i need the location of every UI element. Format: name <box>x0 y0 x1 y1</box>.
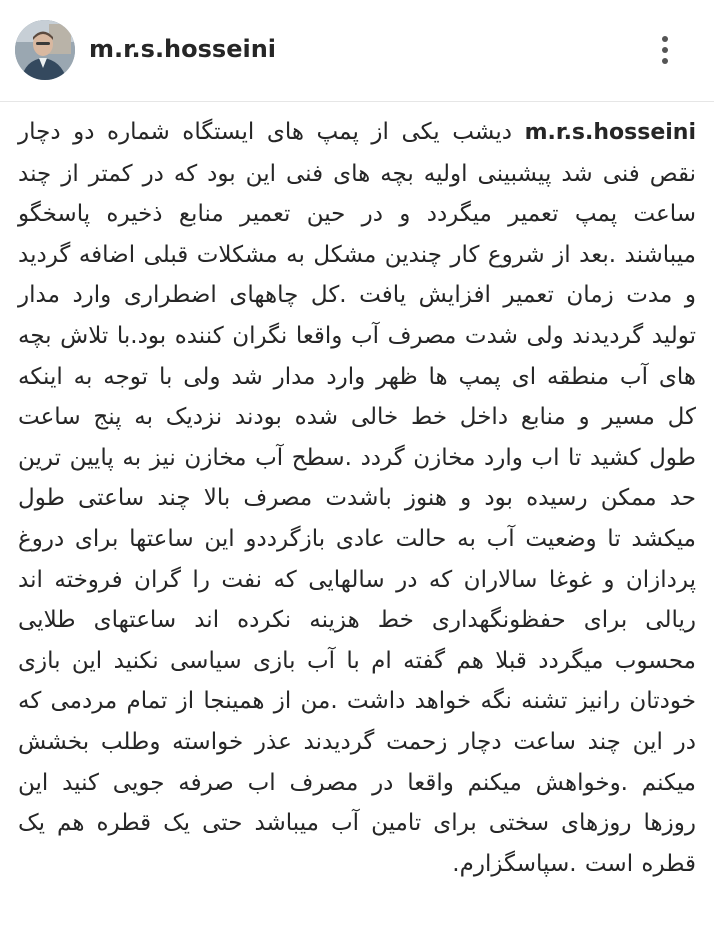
caption-author-link[interactable]: m.r.s.hosseini <box>524 120 697 145</box>
avatar[interactable] <box>15 20 75 80</box>
more-options-icon <box>650 30 680 70</box>
post-header <box>0 0 714 102</box>
caption-text: دیشب یکی از پمپ های ایستگاه شماره دو دچار نقص فنی شد پیشبینی اولیه بچه های فنی این بود که در کمتر از چند ساعت پمپ تعمیر میگردد و در حین تعمیر منابع ذخیره پاسخگو میباشند .بعد از شروع کار چندین مشکل به مشکلات قبلی اضافه گردید و مدت زمان تعمیر افزایش یافت .کل چاههای اضطراری وارد مدار تولید گردیدند ولی شدت مصرف آب واقعا نگران کننده بود.با تلاش بچه های آب منطقه ای پمپ ها ظهر وارد مدار شد ولی با توجه به اینکه کل مسیر و منابع داخل خط خالی شده بودند نزدیک به پنج ساعت طول کشید تا اب وارد مخازن گردد .سطح آب مخازن نیز به پایین ترین حد ممکن رسیده بود و هنوز باشدت مصرف بالا چند ساعتی طول میکشد تا وضعیت آب به حالت عادی بازگرددو این ساعتها برای دروغ پردازان و غوغا سالاران که در سالهایی که نفت را گران فروخته اند ریالی برای حفظونگهداری خط هزینه نکرده اند ساعتهای طلایی محسوب میگردد قبلا هم گفته ام با آب بازی سیاسی نکنید این بازی خودتان رانیز تشنه نگه خواهد داشت .من از همینجا از تمام مردمی که در این چند ساعت دچار زحمت گردیدند عذر خواسته وطلب بخشش میکنم .وخواهش میکنم واقعا در مصرف اب صرفه جویی کنید این روزها روزهای سختی برای تامین آب میباشد حتی یک قطره هم یک قطره است .سپاسگزارم. <box>18 119 696 877</box>
profile-photo-icon <box>15 20 75 80</box>
more-options-button[interactable] <box>650 30 680 70</box>
post-caption <box>18 112 696 884</box>
username-link[interactable]: m.r.s.hosseini <box>89 35 277 63</box>
